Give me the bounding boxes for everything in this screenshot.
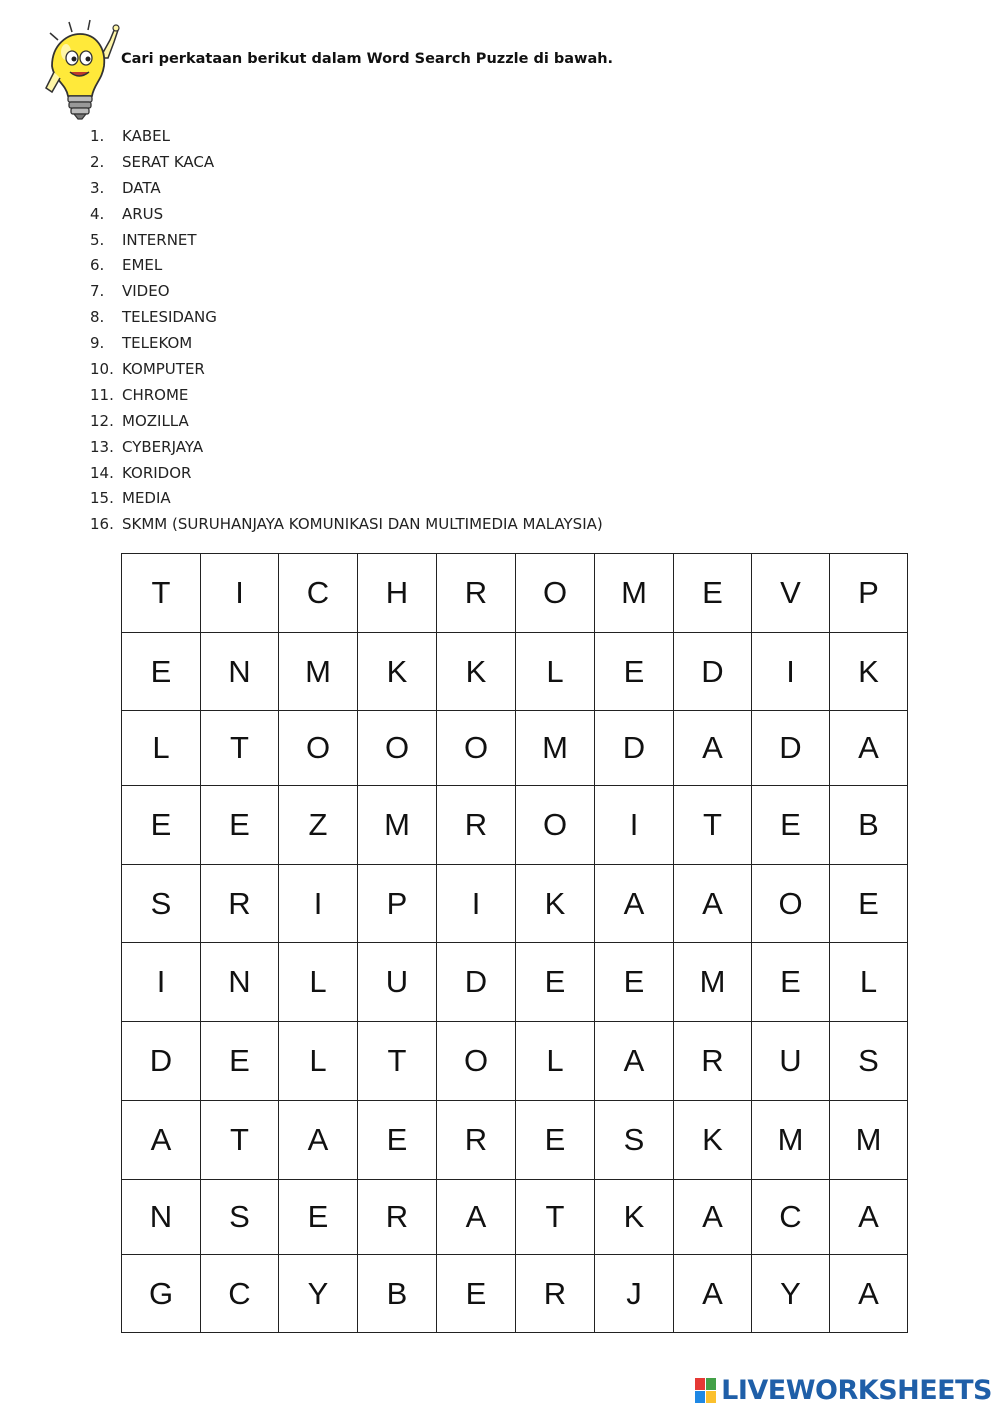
- item-number: 14.: [90, 463, 114, 482]
- grid-cell[interactable]: E: [201, 786, 279, 865]
- grid-cell[interactable]: A: [595, 865, 674, 943]
- grid-cell[interactable]: D: [122, 1022, 201, 1101]
- grid-cell[interactable]: R: [201, 865, 279, 943]
- grid-row: [122, 711, 908, 786]
- lightbulb-mascot-icon: [42, 18, 122, 122]
- grid-cell[interactable]: T: [674, 786, 752, 865]
- grid-cell[interactable]: A: [122, 1101, 201, 1180]
- grid-row: [122, 1255, 908, 1333]
- item-word: SKMM (SURUHANJAYA KOMUNIKASI DAN MULTIMEDIA MALAYSIA): [122, 515, 603, 534]
- grid-cell[interactable]: V: [752, 554, 830, 633]
- grid-row: [122, 943, 908, 1022]
- item-word: INTERNET: [122, 230, 197, 249]
- grid-cell[interactable]: D: [752, 711, 830, 786]
- item-number: 13.: [90, 437, 114, 456]
- grid-cell[interactable]: R: [437, 1101, 516, 1180]
- list-item: [90, 176, 603, 202]
- grid-cell[interactable]: M: [752, 1101, 830, 1180]
- list-item: [90, 357, 603, 383]
- grid-cell[interactable]: O: [358, 711, 437, 786]
- grid-cell[interactable]: L: [516, 1022, 595, 1101]
- grid-cell[interactable]: L: [122, 711, 201, 786]
- grid-cell[interactable]: A: [437, 1180, 516, 1255]
- grid-cell[interactable]: R: [358, 1180, 437, 1255]
- item-number: 10.: [90, 360, 114, 379]
- grid-row: [122, 1101, 908, 1180]
- item-number: 6.: [90, 256, 105, 275]
- list-item: [90, 435, 603, 461]
- grid-cell[interactable]: E: [595, 943, 674, 1022]
- item-word: TELEKOM: [122, 334, 193, 353]
- list-item: [90, 331, 603, 357]
- grid-cell[interactable]: E: [516, 943, 595, 1022]
- grid-cell[interactable]: Y: [279, 1255, 358, 1333]
- grid-cell[interactable]: B: [830, 786, 908, 865]
- grid-cell[interactable]: T: [358, 1022, 437, 1101]
- grid-cell[interactable]: C: [201, 1255, 279, 1333]
- grid-cell[interactable]: R: [674, 1022, 752, 1101]
- grid-cell[interactable]: R: [516, 1255, 595, 1333]
- item-number: 8.: [90, 308, 105, 327]
- item-number: 11.: [90, 385, 114, 404]
- grid-cell[interactable]: K: [437, 633, 516, 711]
- list-item: [90, 150, 603, 176]
- grid-cell[interactable]: K: [830, 633, 908, 711]
- grid-cell[interactable]: A: [830, 711, 908, 786]
- grid-cell[interactable]: N: [201, 633, 279, 711]
- grid-cell[interactable]: C: [752, 1180, 830, 1255]
- grid-cell[interactable]: A: [674, 1180, 752, 1255]
- grid-row: [122, 865, 908, 943]
- grid-cell[interactable]: O: [437, 1022, 516, 1101]
- grid-cell[interactable]: O: [752, 865, 830, 943]
- grid-cell[interactable]: E: [279, 1180, 358, 1255]
- grid-cell[interactable]: S: [595, 1101, 674, 1180]
- item-number: 9.: [90, 334, 105, 353]
- grid-row: [122, 786, 908, 865]
- list-item: [90, 305, 603, 331]
- grid-cell[interactable]: A: [830, 1255, 908, 1333]
- grid-cell[interactable]: E: [752, 786, 830, 865]
- item-word: EMEL: [122, 256, 163, 275]
- grid-cell[interactable]: E: [122, 633, 201, 711]
- grid-cell[interactable]: T: [516, 1180, 595, 1255]
- grid-cell[interactable]: I: [752, 633, 830, 711]
- grid-cell[interactable]: N: [201, 943, 279, 1022]
- list-item: [90, 409, 603, 435]
- grid-cell[interactable]: E: [201, 1022, 279, 1101]
- grid-cell[interactable]: E: [752, 943, 830, 1022]
- list-item: [90, 461, 603, 487]
- grid-cell[interactable]: M: [279, 633, 358, 711]
- grid-row: [122, 1022, 908, 1101]
- grid-cell[interactable]: A: [279, 1101, 358, 1180]
- grid-cell[interactable]: E: [516, 1101, 595, 1180]
- list-item: [90, 202, 603, 228]
- item-word: KORIDOR: [122, 463, 192, 482]
- grid-cell[interactable]: M: [358, 786, 437, 865]
- list-item: [90, 253, 603, 279]
- item-word: VIDEO: [122, 282, 170, 301]
- grid-cell[interactable]: L: [279, 943, 358, 1022]
- list-item: [90, 228, 603, 254]
- grid-cell[interactable]: K: [516, 865, 595, 943]
- item-word: CYBERJAYA: [122, 437, 204, 456]
- list-item: [90, 512, 603, 538]
- grid-cell[interactable]: M: [674, 943, 752, 1022]
- grid-cell[interactable]: M: [830, 1101, 908, 1180]
- item-number: 16.: [90, 515, 114, 534]
- item-word: KABEL: [122, 127, 170, 145]
- item-number: 4.: [90, 204, 105, 223]
- grid-cell[interactable]: I: [279, 865, 358, 943]
- grid-cell[interactable]: Y: [752, 1255, 830, 1333]
- item-word: TELESIDANG: [122, 308, 217, 327]
- item-word: CHROME: [122, 385, 189, 404]
- grid-cell[interactable]: O: [279, 711, 358, 786]
- grid-cell[interactable]: E: [674, 554, 752, 633]
- grid-cell[interactable]: J: [595, 1255, 674, 1333]
- grid-cell[interactable]: B: [358, 1255, 437, 1333]
- list-item: [90, 383, 603, 409]
- grid-cell[interactable]: A: [595, 1022, 674, 1101]
- liveworksheets-logo-icon: [695, 1378, 717, 1404]
- grid-cell[interactable]: E: [122, 786, 201, 865]
- grid-cell[interactable]: I: [201, 554, 279, 633]
- grid-cell[interactable]: C: [279, 554, 358, 633]
- word-list: [90, 124, 603, 538]
- grid-row: [122, 633, 908, 711]
- item-word: ARUS: [122, 204, 164, 223]
- grid-cell[interactable]: L: [830, 943, 908, 1022]
- grid-cell[interactable]: A: [674, 865, 752, 943]
- grid-cell[interactable]: K: [595, 1180, 674, 1255]
- grid-cell[interactable]: I: [595, 786, 674, 865]
- grid-cell[interactable]: S: [830, 1022, 908, 1101]
- list-item: [90, 124, 603, 150]
- grid-cell[interactable]: E: [358, 1101, 437, 1180]
- grid-cell[interactable]: N: [122, 1180, 201, 1255]
- grid-cell[interactable]: T: [122, 554, 201, 633]
- item-word: MOZILLA: [122, 411, 189, 430]
- grid-cell[interactable]: T: [201, 711, 279, 786]
- grid-cell[interactable]: E: [595, 633, 674, 711]
- grid-cell[interactable]: D: [674, 633, 752, 711]
- grid-row: [122, 554, 908, 633]
- grid-cell[interactable]: P: [358, 865, 437, 943]
- grid-cell[interactable]: I: [437, 865, 516, 943]
- grid-cell[interactable]: R: [437, 554, 516, 633]
- item-word: MEDIA: [122, 489, 171, 508]
- grid-row: [122, 1180, 908, 1255]
- grid-cell[interactable]: K: [674, 1101, 752, 1180]
- list-item: [90, 279, 603, 305]
- item-number: 5.: [90, 230, 105, 249]
- grid-cell[interactable]: K: [358, 633, 437, 711]
- instruction-text: Cari perkataan berikut dalam Word Search Puzzle di bawah.: [121, 51, 614, 67]
- item-number: 7.: [90, 282, 105, 301]
- grid-cell[interactable]: O: [437, 711, 516, 786]
- item-word: KOMPUTER: [122, 360, 205, 379]
- grid-cell[interactable]: L: [516, 633, 595, 711]
- grid-cell[interactable]: M: [516, 711, 595, 786]
- item-number: 3.: [90, 178, 105, 197]
- grid-cell[interactable]: S: [122, 865, 201, 943]
- grid-cell[interactable]: G: [122, 1255, 201, 1333]
- list-item: [90, 486, 603, 512]
- grid-cell[interactable]: P: [830, 554, 908, 633]
- grid-cell[interactable]: U: [752, 1022, 830, 1101]
- grid-cell[interactable]: R: [437, 786, 516, 865]
- word-search-grid: [121, 553, 908, 1333]
- grid-cell[interactable]: D: [437, 943, 516, 1022]
- grid-cell[interactable]: A: [674, 711, 752, 786]
- item-number: 2.: [90, 152, 105, 171]
- liveworksheets-brand: [695, 1375, 992, 1406]
- grid-cell[interactable]: O: [516, 786, 595, 865]
- grid-cell[interactable]: A: [674, 1255, 752, 1333]
- item-word: SERAT KACA: [122, 152, 215, 171]
- grid-cell[interactable]: U: [358, 943, 437, 1022]
- item-number: 12.: [90, 411, 114, 430]
- grid-cell[interactable]: S: [201, 1180, 279, 1255]
- grid-cell[interactable]: A: [830, 1180, 908, 1255]
- grid-cell[interactable]: O: [516, 554, 595, 633]
- grid-cell[interactable]: E: [437, 1255, 516, 1333]
- grid-cell[interactable]: E: [830, 865, 908, 943]
- grid-cell[interactable]: Z: [279, 786, 358, 865]
- grid-cell[interactable]: L: [279, 1022, 358, 1101]
- item-number: 1.: [90, 127, 105, 145]
- brand-text: LIVEWORKSHEETS: [721, 1375, 992, 1406]
- item-number: 15.: [90, 489, 114, 508]
- item-word: DATA: [122, 178, 161, 197]
- grid-cell[interactable]: I: [122, 943, 201, 1022]
- grid-cell[interactable]: D: [595, 711, 674, 786]
- grid-cell[interactable]: T: [201, 1101, 279, 1180]
- grid-cell[interactable]: H: [358, 554, 437, 633]
- grid-cell[interactable]: M: [595, 554, 674, 633]
